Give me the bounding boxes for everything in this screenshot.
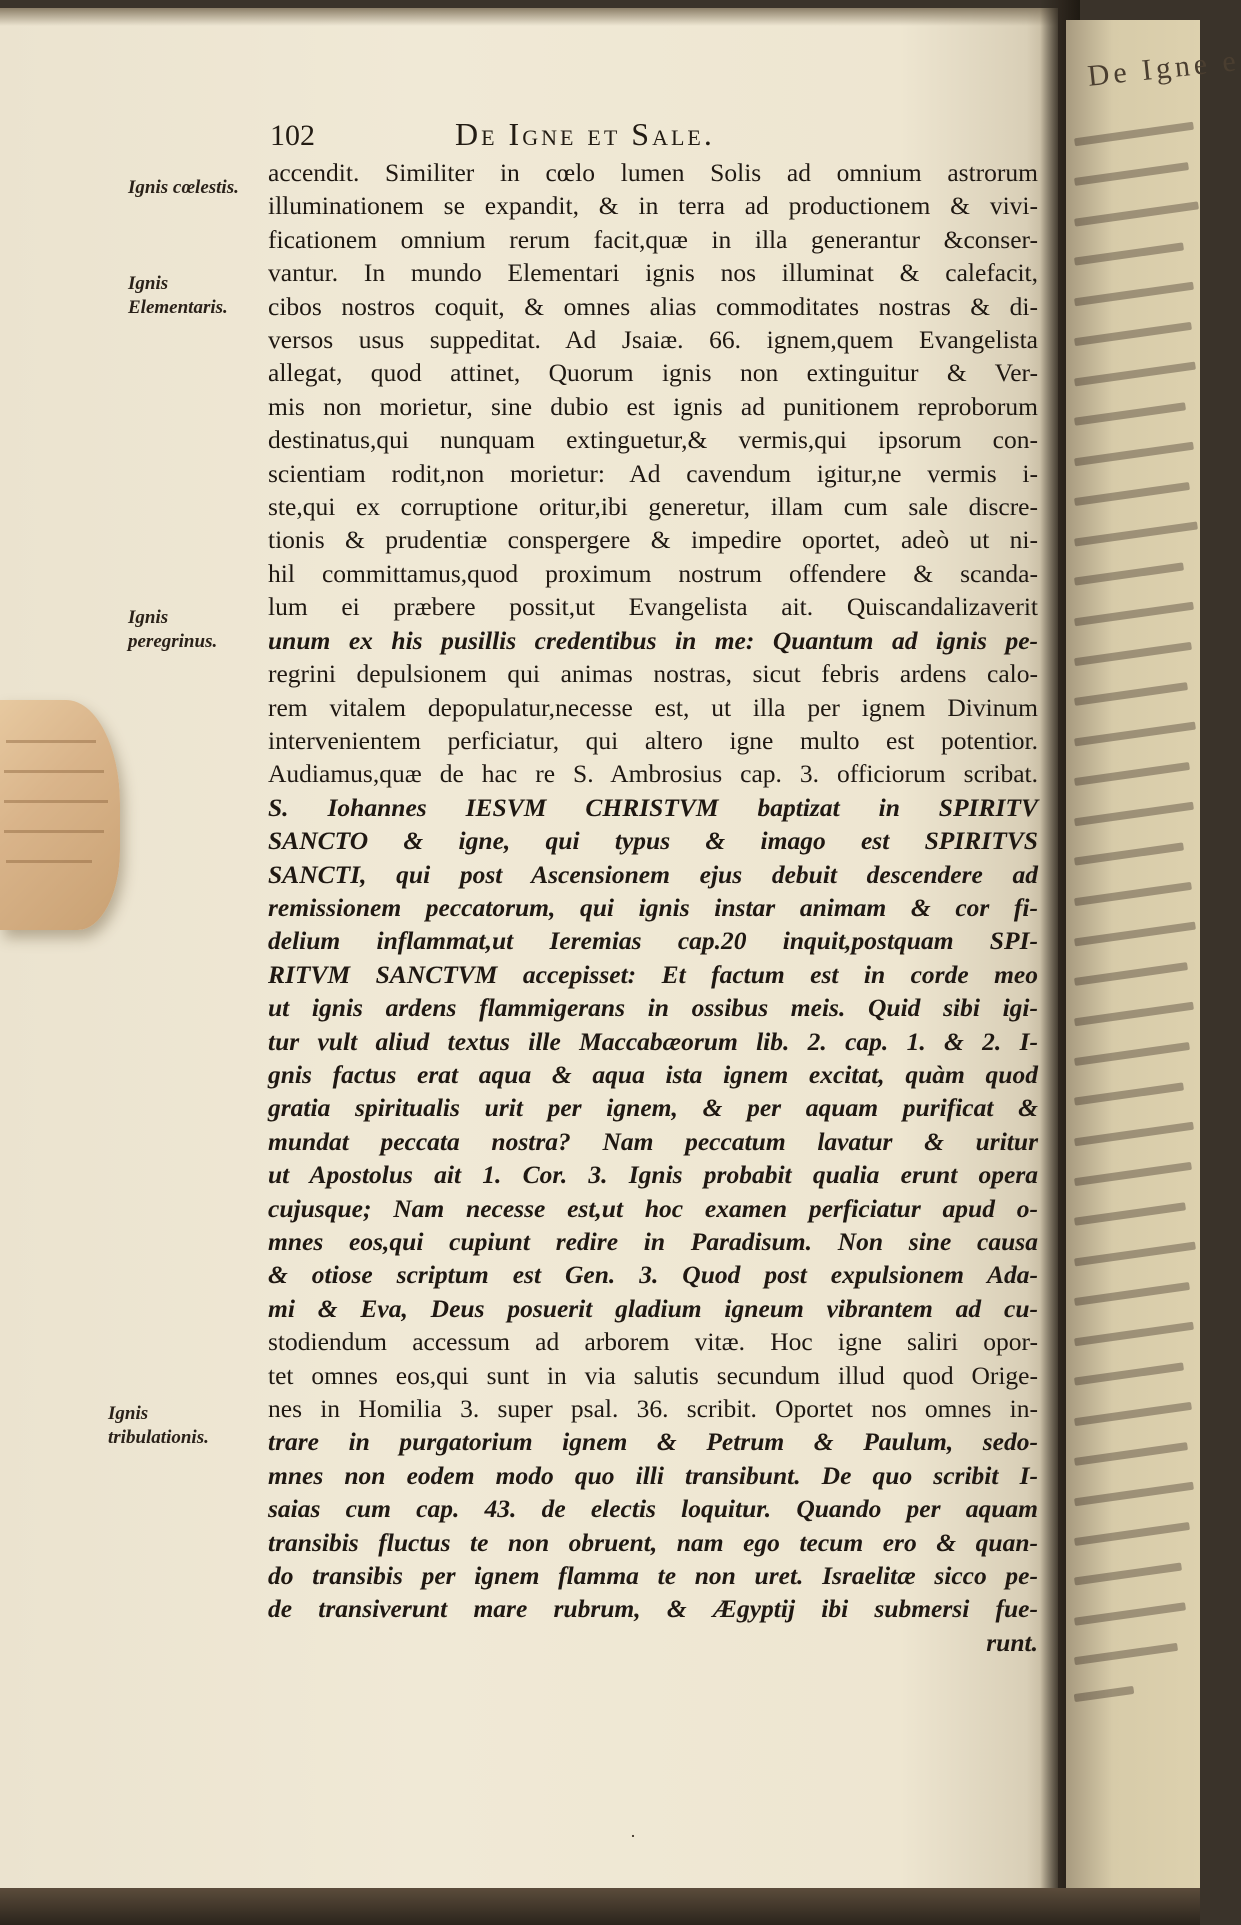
text-line: mundat peccata nostra? Nam peccatum lavatur & uritur (268, 1126, 1038, 1156)
text-line: mnes non eodem modo quo illi transibunt. De quo scribit I- (268, 1460, 1038, 1490)
text-line: remissionem peccatorum, qui ignis instar animam & cor fi- (268, 892, 1038, 922)
page-top-shadow (0, 8, 1058, 26)
text-line: saias cum cap. 43. de electis loquitur. Quando per aquam (268, 1494, 1038, 1524)
book-cushion-edge (0, 700, 120, 930)
text-line: stodiendum accessum ad arborem vitæ. Hoc igne saliri opor- (268, 1327, 1038, 1357)
text-line: intervenientem perficiatur, qui altero igne multo est potentior. (268, 725, 1038, 755)
text-line: transibis fluctus te non obruent, nam ego tecum ero & quan- (268, 1527, 1038, 1557)
text-line: nes in Homilia 3. super psal. 36. scribit. Oportet nos omnes in- (268, 1394, 1038, 1424)
left-page (0, 8, 1058, 1888)
text-line: tet omnes eos,qui sunt in via salutis secundum illud quod Orige- (268, 1360, 1038, 1390)
text-line: mis non morietur, sine dubio est ignis ad punitionem reproborum (268, 391, 1038, 421)
text-line: vantur. In mundo Elementari ignis nos illuminat & calefacit, (268, 258, 1038, 288)
text-line: hil committamus,quod proximum nostrum offendere & scanda- (268, 558, 1038, 588)
text-line: de transiverunt mare rubrum, & Ægyptij ibi submersi fue- (268, 1594, 1038, 1624)
text-line: tionis & prudentiæ conspergere & impedire oportet, adeò ut ni- (268, 525, 1038, 555)
text-line: destinatus,qui nunquam extinguetur,& vermis,qui ipsorum con- (268, 425, 1038, 455)
text-line: SANCTO & igne, qui typus & imago est SPIRITVS (268, 826, 1038, 856)
text-line: Audiamus,quæ de hac re S. Ambrosius cap. 3. officiorum scribat. (268, 759, 1038, 789)
text-line: cibos nostros coquit, & omnes alias commoditates nostras & di- (268, 291, 1038, 321)
marginal-note: Ignis peregrinus. (128, 607, 218, 652)
text-line: rem vitalem depopulatur,necesse est, ut illa per ignem Divinum (268, 692, 1038, 722)
marginal-note: Ignis cœlestis. (128, 177, 239, 198)
text-line: gratia spiritualis urit per ignem, & per aquam purificat & (268, 1093, 1038, 1123)
body-text (268, 156, 1038, 1659)
text-line: lum ei præbere possit,ut Evangelista ait. Quiscandalizaverit (268, 592, 1038, 622)
text-line: ut Apostolus ait 1. Cor. 3. Ignis probabit qualia erunt opera (268, 1160, 1038, 1190)
text-line: trare in purgatorium ignem & Petrum & Paulum, sedo- (268, 1427, 1038, 1457)
text-line: ficationem omnium rerum facit,quæ in illa generantur &conser- (268, 224, 1038, 254)
text-line: ut ignis ardens flammigerans in ossibus meis. Quid sibi igi- (268, 993, 1038, 1023)
text-line: regrini depulsionem qui animas nostras, sicut febris ardens calo- (268, 659, 1038, 689)
marginal-note: Ignis Elementaris. (128, 273, 228, 318)
text-line: & otiose scriptum est Gen. 3. Quod post expulsionem Ada- (268, 1260, 1038, 1290)
text-line: gnis factus erat aqua & aqua ista ignem excitat, quàm quod (268, 1059, 1038, 1089)
text-line: scientiam rodit,non morietur: Ad cavendum igitur,ne vermis i- (268, 458, 1038, 488)
text-line: mi & Eva, Deus posuerit gladium igneum vibrantem ad cu- (268, 1293, 1038, 1323)
text-line: accendit. Similiter in cœlo lumen Solis ad omnium astrorum (268, 158, 1038, 187)
facing-page-edge (1066, 20, 1241, 1925)
text-line: versos usus suppeditat. Ad Jsaiæ. 66. ignem,quem Evangelista (268, 325, 1038, 355)
text-line: cujusque; Nam necesse est,ut hoc examen perficiatur apud o- (268, 1193, 1038, 1223)
text-line: runt. (986, 1627, 1038, 1657)
text-line: tur vult aliud textus ille Maccabæorum lib. 2. cap. 1. & 2. I- (268, 1026, 1038, 1056)
page-header (270, 116, 1040, 153)
running-title: De Igne et Sale. (455, 116, 715, 152)
text-line: RITVM SANCTVM accepisset: Et factum est in corde meo (268, 959, 1038, 989)
table-surface (0, 1888, 1200, 1925)
facing-running-title: De Igne e (1086, 44, 1241, 93)
text-line: ste,qui ex corruptione oritur,ibi generetur, illam cum sale discre- (268, 492, 1038, 522)
text-line: do transibis per ignem flamma te non uret. Israelitæ sicco pe- (268, 1561, 1038, 1591)
text-line: illuminationem se expandit, & in terra ad productionem & vivi- (268, 191, 1038, 221)
page-number: 102 (270, 119, 315, 152)
marginal-note: Ignis tribulationis. (108, 1403, 209, 1448)
text-line: unum ex his pusillis credentibus in me: Quantum ad ignis pe- (268, 625, 1038, 655)
text-line: SANCTI, qui post Ascensionem ejus debuit descendere ad (268, 859, 1038, 889)
text-line: mnes eos,qui cupiunt redire in Paradisum. Non sine causa (268, 1227, 1038, 1256)
text-line: S. Iohannes IESVM CHRISTVM baptizat in SPIRITV (268, 792, 1038, 822)
text-line: allegat, quod attinet, Quorum ignis non extinguitur & Ver- (268, 358, 1038, 388)
text-line: delium inflammat,ut Ieremias cap.20 inquit,postquam SPI- (268, 926, 1038, 956)
ink-speck: · (630, 1826, 636, 1846)
